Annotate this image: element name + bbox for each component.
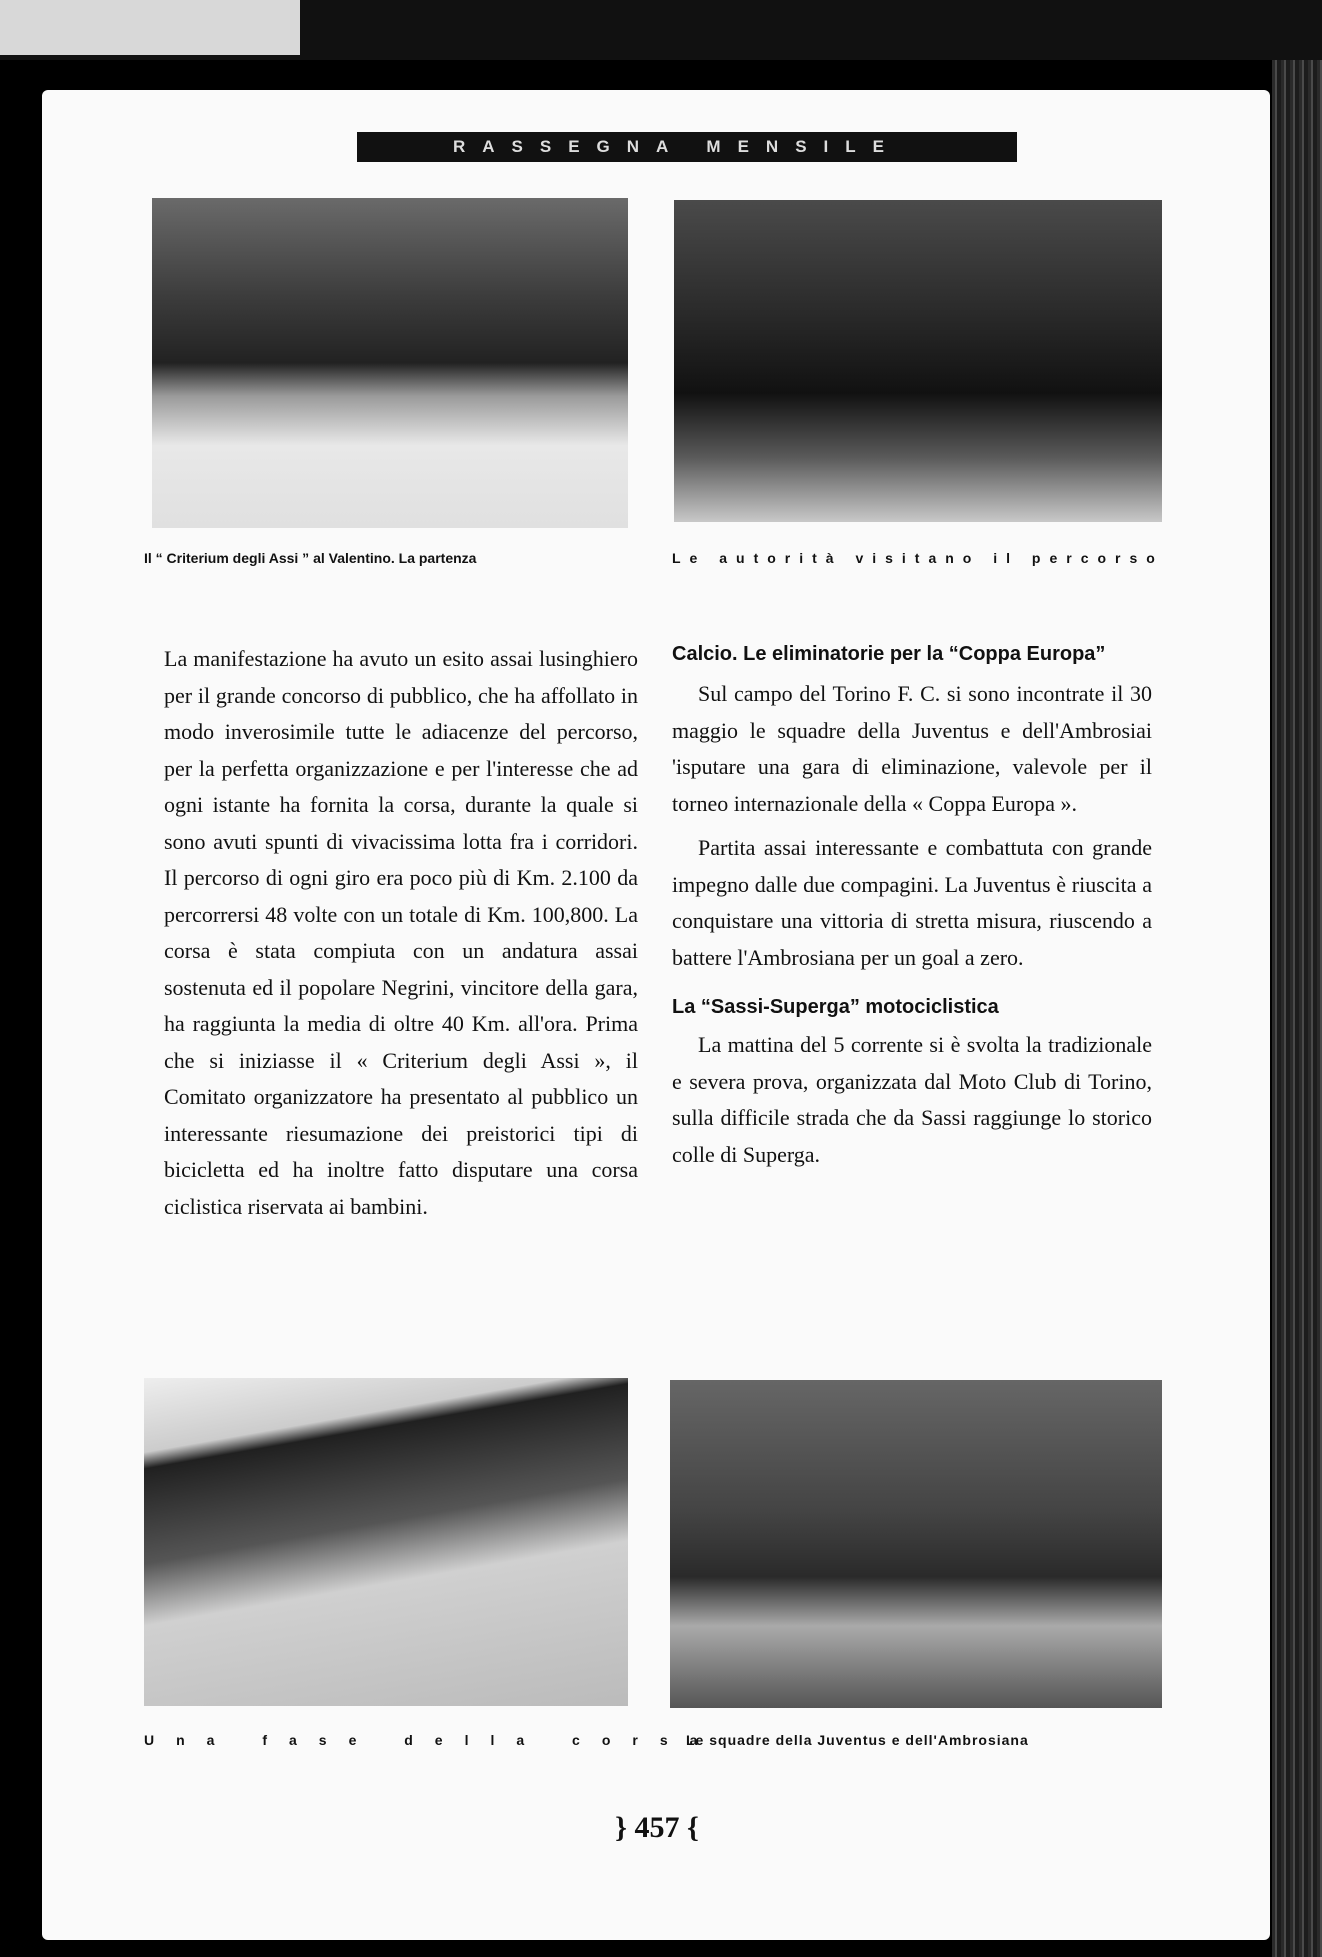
article-right-column xyxy=(672,641,1152,1181)
photo-football-teams xyxy=(670,1380,1162,1708)
caption-football-teams: Le squadre della Juventus e dell'Ambrosiana xyxy=(686,1732,1029,1748)
scan-corner xyxy=(0,0,300,55)
photo-authorities-visit xyxy=(674,200,1162,522)
motorcycle-paragraph: La mattina del 5 corrente si è svolta la tradizionale e severa prova, organizzata dal Moto Club di Torino, sulla difficile strada che da Sassi raggiunge lo storico colle di Superga. xyxy=(672,1032,1152,1167)
magazine-page xyxy=(42,90,1270,1940)
book-edge xyxy=(1272,60,1322,1957)
football-heading: Calcio. Le eliminatorie per la “Coppa Europa” xyxy=(672,643,1106,665)
article-left-column xyxy=(164,641,638,1225)
caption-authorities-visit: Le autorità visitano il percorso xyxy=(672,550,1164,566)
caption-criterium-start: Il “ Criterium degli Assi ” al Valentino. La partenza xyxy=(144,550,477,566)
running-header: RASSEGNA MENSILE xyxy=(452,137,901,156)
photo-criterium-start xyxy=(152,198,628,528)
motorcycle-heading: La “Sassi-Superga” motociclistica xyxy=(672,996,999,1018)
cycling-article-paragraph: La manifestazione ha avuto un esito assai lusinghiero per il grande concorso di pubblico, che ha affollato in modo inverosimile tutte le adiacenze del percorso, per la perfetta organizzazione e per l'interesse che ad ogni istante ha fornita la corsa, durante la quale si sono avuti spunti di vivacissima lotta fra i corridori. Il percorso di ogni giro era poco più di Km. 2.100 da percorrersi 48 volte con un totale di Km. 100,800. La corsa è stata compiuta con un andatura assai sostenuta ed il popolare Negrini, vincitore della gara, ha raggiunta la media di oltre 40 Km. all'ora. Prima che si iniziasse il « Criterium degli Assi », il Comitato organizzatore ha presentato al pubblico un interessante riesumazione dei preistorici tipi di bicicletta ed ha inoltre fatto disputare una corsa ciclistica riservata ai bambini. xyxy=(164,646,638,1219)
football-paragraph-2: Partita assai interessante e combattuta con grande impegno dalle due compagini. La Juventus è riuscita a conquistare una vittoria di stretta misura, riuscendo a battere l'Ambrosiana per un goal a zero. xyxy=(672,835,1152,970)
caption-race-phase: Una fase della corsa xyxy=(144,1732,720,1748)
page-number: } 457 { xyxy=(615,1811,699,1844)
football-paragraph-1: Sul campo del Torino F. C. si sono incontrate il 30 maggio le squadre della Juventus e dell'Ambrosiai 'isputare una gara di eliminazione, valevole per il torneo internazionale della « Coppa Europa ». xyxy=(672,681,1152,816)
photo-race-phase xyxy=(144,1378,628,1706)
